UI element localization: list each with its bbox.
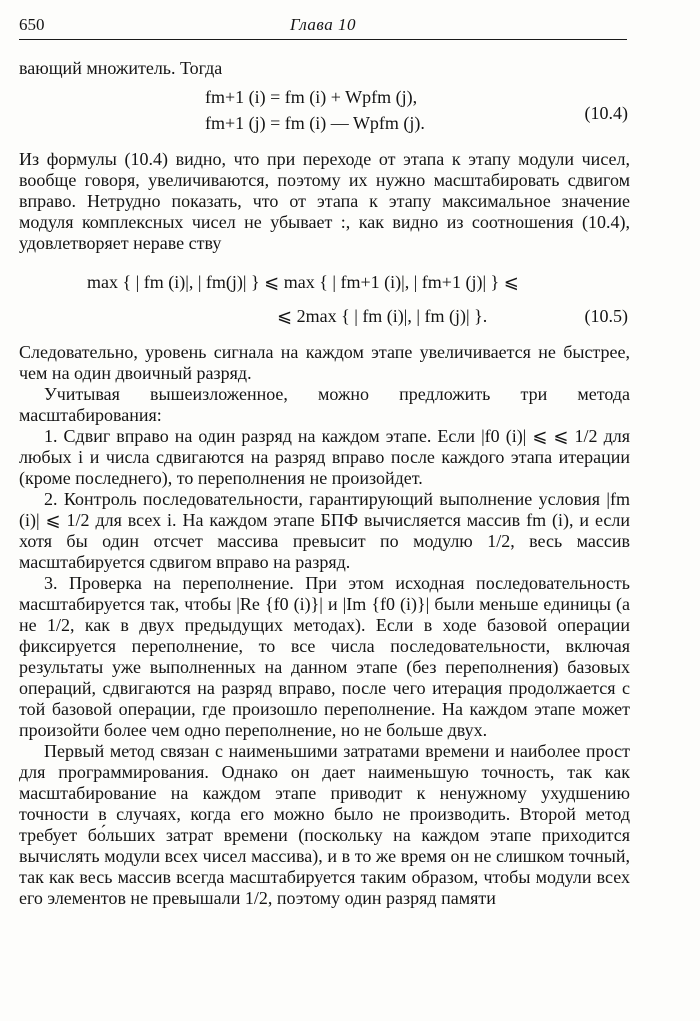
paragraph-scaling: Из формулы (10.4) видно, что при переходе от этапа к этапу модули чисел, вообще говоря, увеличиваются, поэтому их нужно масштабировать сдвигом вправо. Нетрудно показать, что от этапа к этапу максимальное значение модуля комплексных чисел не убывает :, как видно из соотношения (10.4), удовлетворяет нераве ству <box>19 149 630 253</box>
paragraph-intro: вающий множитель. Тогда <box>19 58 223 78</box>
equation-10-4-line-2: fm+1 (j) = fm (i) — Wpfm (j). <box>205 113 425 133</box>
equation-10-4 <box>19 83 630 139</box>
page-number: 650 <box>19 15 45 34</box>
paragraph-method-1: 1. Сдвиг вправо на один разряд на каждом этапе. Если |f0 (i)| ⩽ ⩽ 1/2 для любых i и числа сдвигаются на разряд вправо после каждого этапа итерации (кроме последнего), то переполнения не произойдет. <box>19 426 630 488</box>
equation-number-10-4: (10.4) <box>584 103 628 123</box>
equation-10-5-line-1: max { | fm (i)|, | fm(j)| } ⩽ max { | fm+1 (i)|, | fm+1 (j)| } ⩽ <box>87 272 519 292</box>
paragraph-method-2: 2. Контроль последовательности, гарантирующий выполнение условия |fm (i)| ⩽ 1/2 для всех i. На каждом этапе БПФ вычисляется массив fm (i), и если хотя бы один отсчет массива превысит по модулю 1/2, весь массив масштабируется сдвигом вправо на разряд. <box>19 489 630 572</box>
paragraph-three-methods: Учитывая вышеизложенное, можно предложить три метода масштабирования: <box>19 384 630 425</box>
equation-10-4-line-1: fm+1 (i) = fm (i) + Wpfm (j), <box>205 87 418 107</box>
page-body <box>19 58 630 909</box>
chapter-title: Глава 10 <box>290 15 356 34</box>
paragraph-signal-level: Следовательно, уровень сигнала на каждом этапе увеличивается не быстрее, чем на один двоичный разряд. <box>19 342 630 383</box>
equation-number-10-5: (10.5) <box>584 306 628 326</box>
equation-10-5 <box>19 270 630 332</box>
paragraph-method-3: 3. Проверка на переполнение. При этом исходная последовательность масштабируется так, чтобы |Re {f0 (i)}| и |Im {f0 (i)}| были меньше единицы (а не 1/2, как в двух предыдущих методах). Если в ходе базовой операции фиксируется переполнение, то все числа последовательности, включая результаты уже выполненных на данном этапе (без переполнения) базовых операций, сдвигаются на разряд вправо, после чего итерация продолжается с той базовой операции, где произошло переполнение. На каждом этапе может произойти более чем одно переполнение, но не больше двух. <box>19 573 630 740</box>
running-header <box>19 13 627 40</box>
equation-10-5-line-2: ⩽ 2max { | fm (i)|, | fm (j)| }. <box>277 306 488 326</box>
paragraph-comparison: Первый метод связан с наименьшими затратами времени и наиболее прост для программирования. Однако он дает наименьшую точность, так как масштабирование на каждом этапе приводит к ненужному ухудшению точности в случаях, когда его можно было не производить. Второй метод требует бо́льших затрат времени (поскольку на каждом этапе приходится вычислять модули всех чисел массива), и в то же время он не слишком точный, так как весь массив всегда масштабируется таким образом, чтобы модули всех его элементов не превышали 1/2, поэтому один разряд памяти <box>19 741 630 908</box>
